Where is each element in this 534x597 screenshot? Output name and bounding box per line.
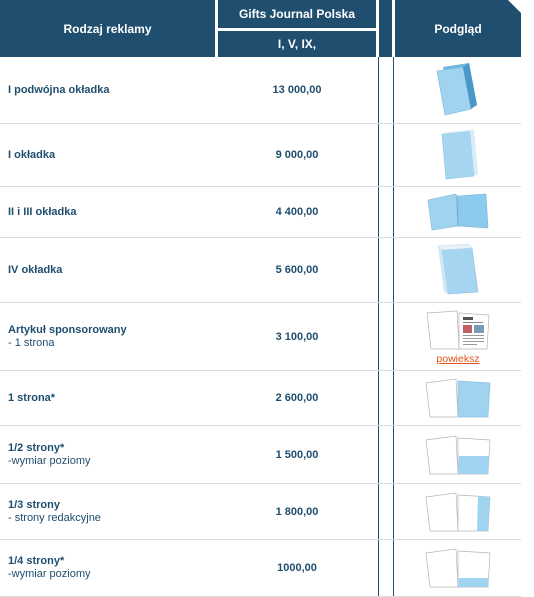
row-price: 1000,00	[277, 562, 317, 574]
row-price: 4 400,00	[275, 206, 319, 218]
row-price: 9 000,00	[275, 149, 319, 161]
row-label: 1/4 strony*	[8, 555, 65, 567]
row-label: I podwójna okładka	[8, 83, 110, 96]
table-row	[0, 426, 521, 484]
book-back-cover-icon	[434, 242, 482, 298]
table-row	[0, 187, 521, 238]
header-corner-cut	[508, 0, 521, 13]
row-price: 13 000,00	[272, 84, 322, 96]
column-header-preview: Podgląd	[395, 0, 521, 57]
row-price: 1 800,00	[275, 505, 319, 518]
full-page-ad-icon	[422, 377, 494, 419]
row-price: 1 500,00	[275, 448, 319, 461]
column-header-issues: I, V, IX,	[218, 31, 376, 57]
column-header-ad-type: Rodzaj reklamy	[0, 0, 215, 57]
row-sublabel: - 1 strona	[8, 336, 55, 349]
row-label: 1/3 strony	[8, 498, 60, 511]
table-row	[0, 124, 521, 187]
enlarge-link[interactable]: powieksz	[436, 352, 480, 365]
half-page-horizontal-icon	[422, 434, 494, 476]
open-magazine-icon	[426, 192, 490, 232]
row-label: II i III okładka	[8, 205, 77, 218]
row-price: 2 600,00	[275, 392, 319, 404]
third-page-vertical-icon	[422, 491, 494, 533]
row-sublabel: -wymiar poziomy	[8, 454, 91, 467]
row-price: 3 100,00	[275, 330, 319, 343]
column-header-publication: Gifts Journal Polska	[218, 0, 376, 28]
table-row	[0, 484, 521, 540]
column-header-spacer	[379, 0, 392, 57]
row-sublabel: -wymiar poziomy	[8, 568, 91, 580]
row-label: I okładka	[8, 148, 56, 161]
row-label: 1 strona*	[8, 391, 56, 404]
sponsored-article-thumbnail[interactable]	[423, 309, 493, 351]
book-front-cover-icon	[436, 128, 480, 182]
row-sublabel: - strony redakcyjne	[8, 511, 101, 524]
row-label: 1/2 strony*	[8, 441, 65, 454]
table-row	[0, 57, 521, 124]
row-label: Artykuł sponsorowany	[8, 323, 127, 336]
table-row	[0, 540, 521, 597]
book-double-cover-icon	[433, 61, 483, 119]
table-row	[0, 303, 521, 371]
quarter-page-horizontal-icon	[422, 547, 494, 589]
table-row	[0, 371, 521, 426]
row-price: 5 600,00	[275, 264, 319, 276]
table-row	[0, 238, 521, 303]
row-label: IV okładka	[8, 263, 63, 276]
